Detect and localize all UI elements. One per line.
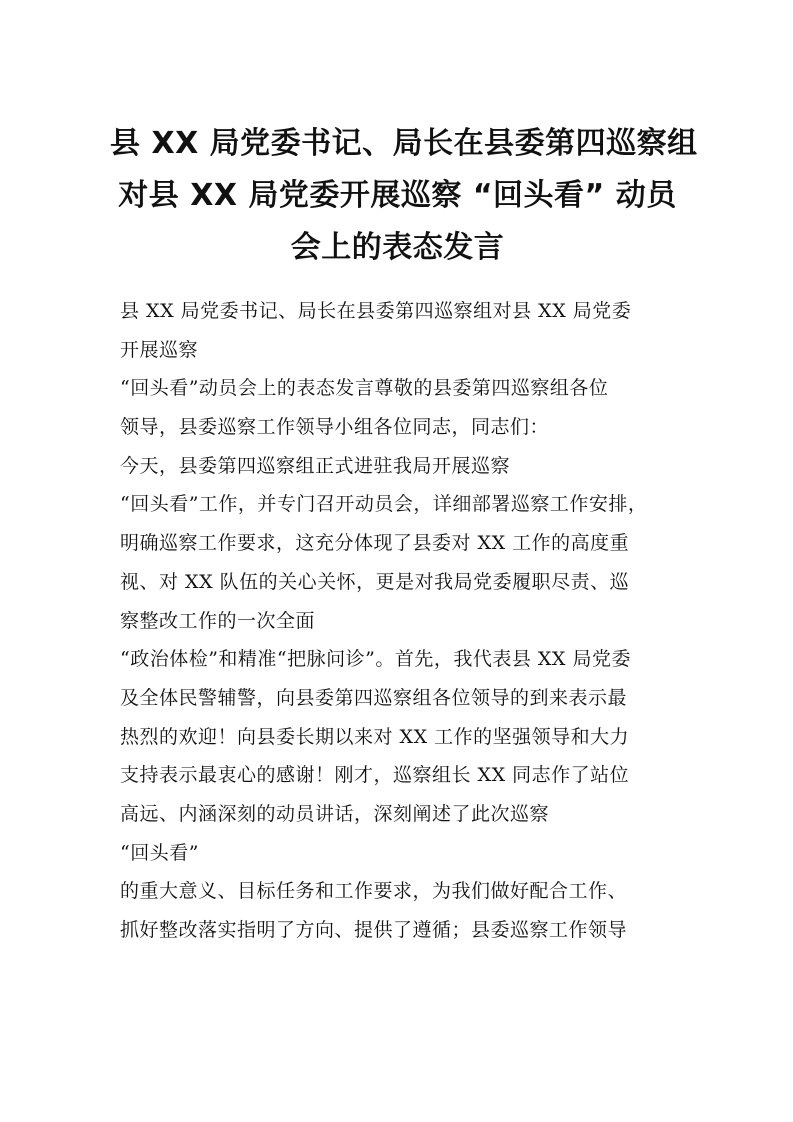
document-title — [110, 118, 698, 274]
body-line: 热烈的欢迎！向县委长期以来对 XX 工作的坚强领导和大力 — [120, 725, 630, 748]
body-line: 领导，县委巡察工作领导小组各位同志，同志们： — [120, 416, 550, 439]
body-line: 明确巡察工作要求，这充分体现了县委对 XX 工作的高度重 — [120, 532, 630, 555]
body-line: “回头看”动员会上的表态发言尊敬的县委第四巡察组各位 — [120, 377, 609, 400]
title-line: 会上的表态发言 — [290, 230, 505, 265]
body-line: 察整改工作的一次全面 — [120, 609, 316, 632]
body-line: 及全体民警辅警，向县委第四巡察组各位领导的到来表示最 — [120, 686, 628, 709]
body-line: 抓好整改落实指明了方向、提供了遵循；县委巡察工作领导 — [120, 919, 628, 941]
document-body — [120, 292, 680, 950]
body-line: “政治体检”和精准“把脉问诊”。首先，我代表县 XX 局党委 — [120, 648, 631, 671]
body-line: 县 XX 局党委书记、局长在县委第四巡察组对县 XX 局党委 — [120, 300, 632, 322]
body-line: 高远、内涵深刻的动员讲话，深刻阐述了此次巡察 — [120, 802, 550, 825]
title-line: 对县 XX 局党委开展巡察 “回头看” 动员 — [118, 178, 677, 213]
body-line: 开展巡察 — [120, 338, 199, 361]
body-line: 今天，县委第四巡察组正式进驻我局开展巡察 — [120, 454, 511, 477]
body-line: “回头看” — [120, 841, 199, 864]
body-line: “回头看”工作，并专门召开动员会，详细部署巡察工作安排， — [120, 493, 648, 516]
body-line: 视、对 XX 队伍的关心关怀，更是对我局党委履职尽责、巡 — [120, 570, 630, 593]
body-line: 的重大意义、目标任务和工作要求，为我们做好配合工作、 — [120, 880, 628, 903]
body-line: 支持表示最衷心的感谢！刚才，巡察组长 XX 同志作了站位 — [120, 764, 630, 787]
title-line: 县 XX 局党委书记、局长在县委第四巡察组 — [110, 126, 698, 161]
